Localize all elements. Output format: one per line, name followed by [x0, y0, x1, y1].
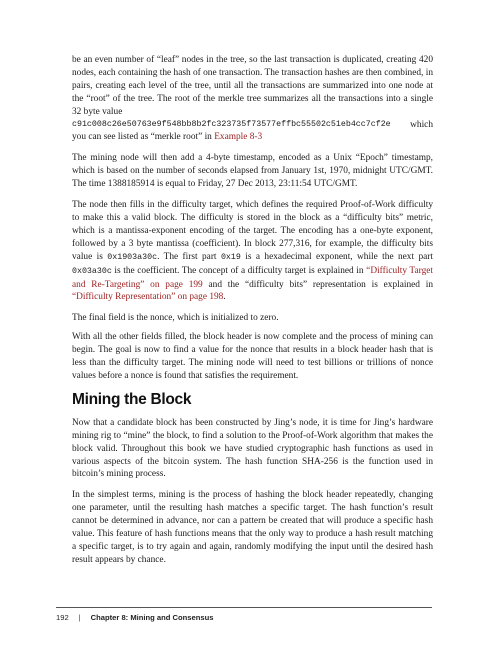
page-body [72, 54, 433, 575]
difficulty-text-a: The node then fills in the difficulty target, which defines the required Proof-of-Work difficulty to make this a valid block. The difficulty is stored in the block as a “difficulty bits” metric, which is a mantissa-exponent encoding of the target. The encoding has a one-byte exponent, followed by a 3 byte mantissa (coefficient). In block 277,316, for example, the difficulty bits value is [72, 200, 433, 262]
paragraph-nonce: The final field is the nonce, which is initialized to zero. [72, 313, 279, 324]
paragraph-difficulty [72, 199, 433, 304]
difficulty-text-f: . [223, 292, 226, 303]
example-8-3-link[interactable]: Example 8-3 [214, 132, 263, 143]
paragraph-merkle-tail: you can see listed as “merkle root” in [72, 132, 215, 143]
difficulty-text-b: . The first part [157, 251, 221, 262]
section-heading: Mining the Block [72, 390, 192, 408]
paragraph-mining-begin: With all the other fields filled, the block header is now complete and the process of mining can begin. The goal is now to find a value for the nonce that results in a block header hash that is less than the difficulty target. The mining node will need to test billions or trillions of nonce values before a nonce is found that satisfies the requirement. [72, 332, 433, 381]
difficulty-text-d: is the coefficient. The concept of a difficulty target is explained in [111, 265, 367, 276]
chapter-title: Chapter 8: Mining and Consensus [90, 613, 214, 622]
difficulty-bits-code: 0x1903a30c [107, 252, 158, 262]
footer-separator: | [78, 613, 81, 622]
page-number: 192 [56, 613, 69, 622]
exponent-code: 0x19 [220, 252, 241, 262]
merkle-root-hash: c91c008c26e50763e9f548bb8b2fc323735f73577effbc55502c51eb4cc7cf2e [72, 119, 391, 129]
difficulty-text-c: is a hexadecimal exponent, while the next part [240, 251, 434, 262]
difficulty-target-link[interactable]: “Difficulty Target and Re-Targeting” on page 199 [72, 265, 433, 290]
coefficient-code: 0x03a30c [72, 266, 112, 276]
merkle-which-word: which [410, 119, 433, 130]
paragraph-simplest-terms: In the simplest terms, mining is the process of hashing the block header repeatedly, changing one parameter, until the resulting hash matches a specific target. The hash function’s result cannot be determined in advance, nor can a pattern be created that will produce a specific hash value. This feature of hash functions means that the only way to produce a hash result matching a specific target, is to try again and again, randomly modifying the input until the desired hash result appears by chance. [72, 490, 433, 565]
difficulty-text-e: and the “difficulty bits” representation is explained in [202, 279, 433, 290]
paragraph-merkle [72, 54, 433, 144]
page-footer [56, 613, 213, 622]
paragraph-merkle-text: be an even number of “leaf” nodes in the tree, so the last transaction is duplicated, creating 420 nodes, each containing the hash of one transaction. The transaction hashes are then combined, in pairs, creating each level of the tree, until all the transactions are summarized into one node at the “root” of the tree. The root of the merkle tree summarizes all the transactions into a single 32 byte value [72, 55, 433, 117]
merkle-hash-line [72, 119, 433, 132]
footer-divider [56, 607, 432, 608]
paragraph-timestamp: The mining node will then add a 4-byte timestamp, encoded as a Unix “Epoch” timestamp, which is based on the number of seconds elapsed from January 1st, 1970, midnight UTC/GMT. The time 1388185914 is equal to Friday, 27 Dec 2013, 23:11:54 UTC/GMT. [72, 153, 433, 190]
paragraph-candidate-block: Now that a candidate block has been constructed by Jing’s node, it is time for Jing’s hardware mining rig to “mine” the block, to find a solution to the Proof-of-Work algorithm that makes the block valid. Throughout this book we have studied cryptographic hash functions as used in various aspects of the bitcoin system. The hash function SHA-256 is the function used in bitcoin’s mining process. [72, 417, 433, 480]
difficulty-representation-link[interactable]: “Difficulty Representation” on page 198 [72, 292, 224, 303]
